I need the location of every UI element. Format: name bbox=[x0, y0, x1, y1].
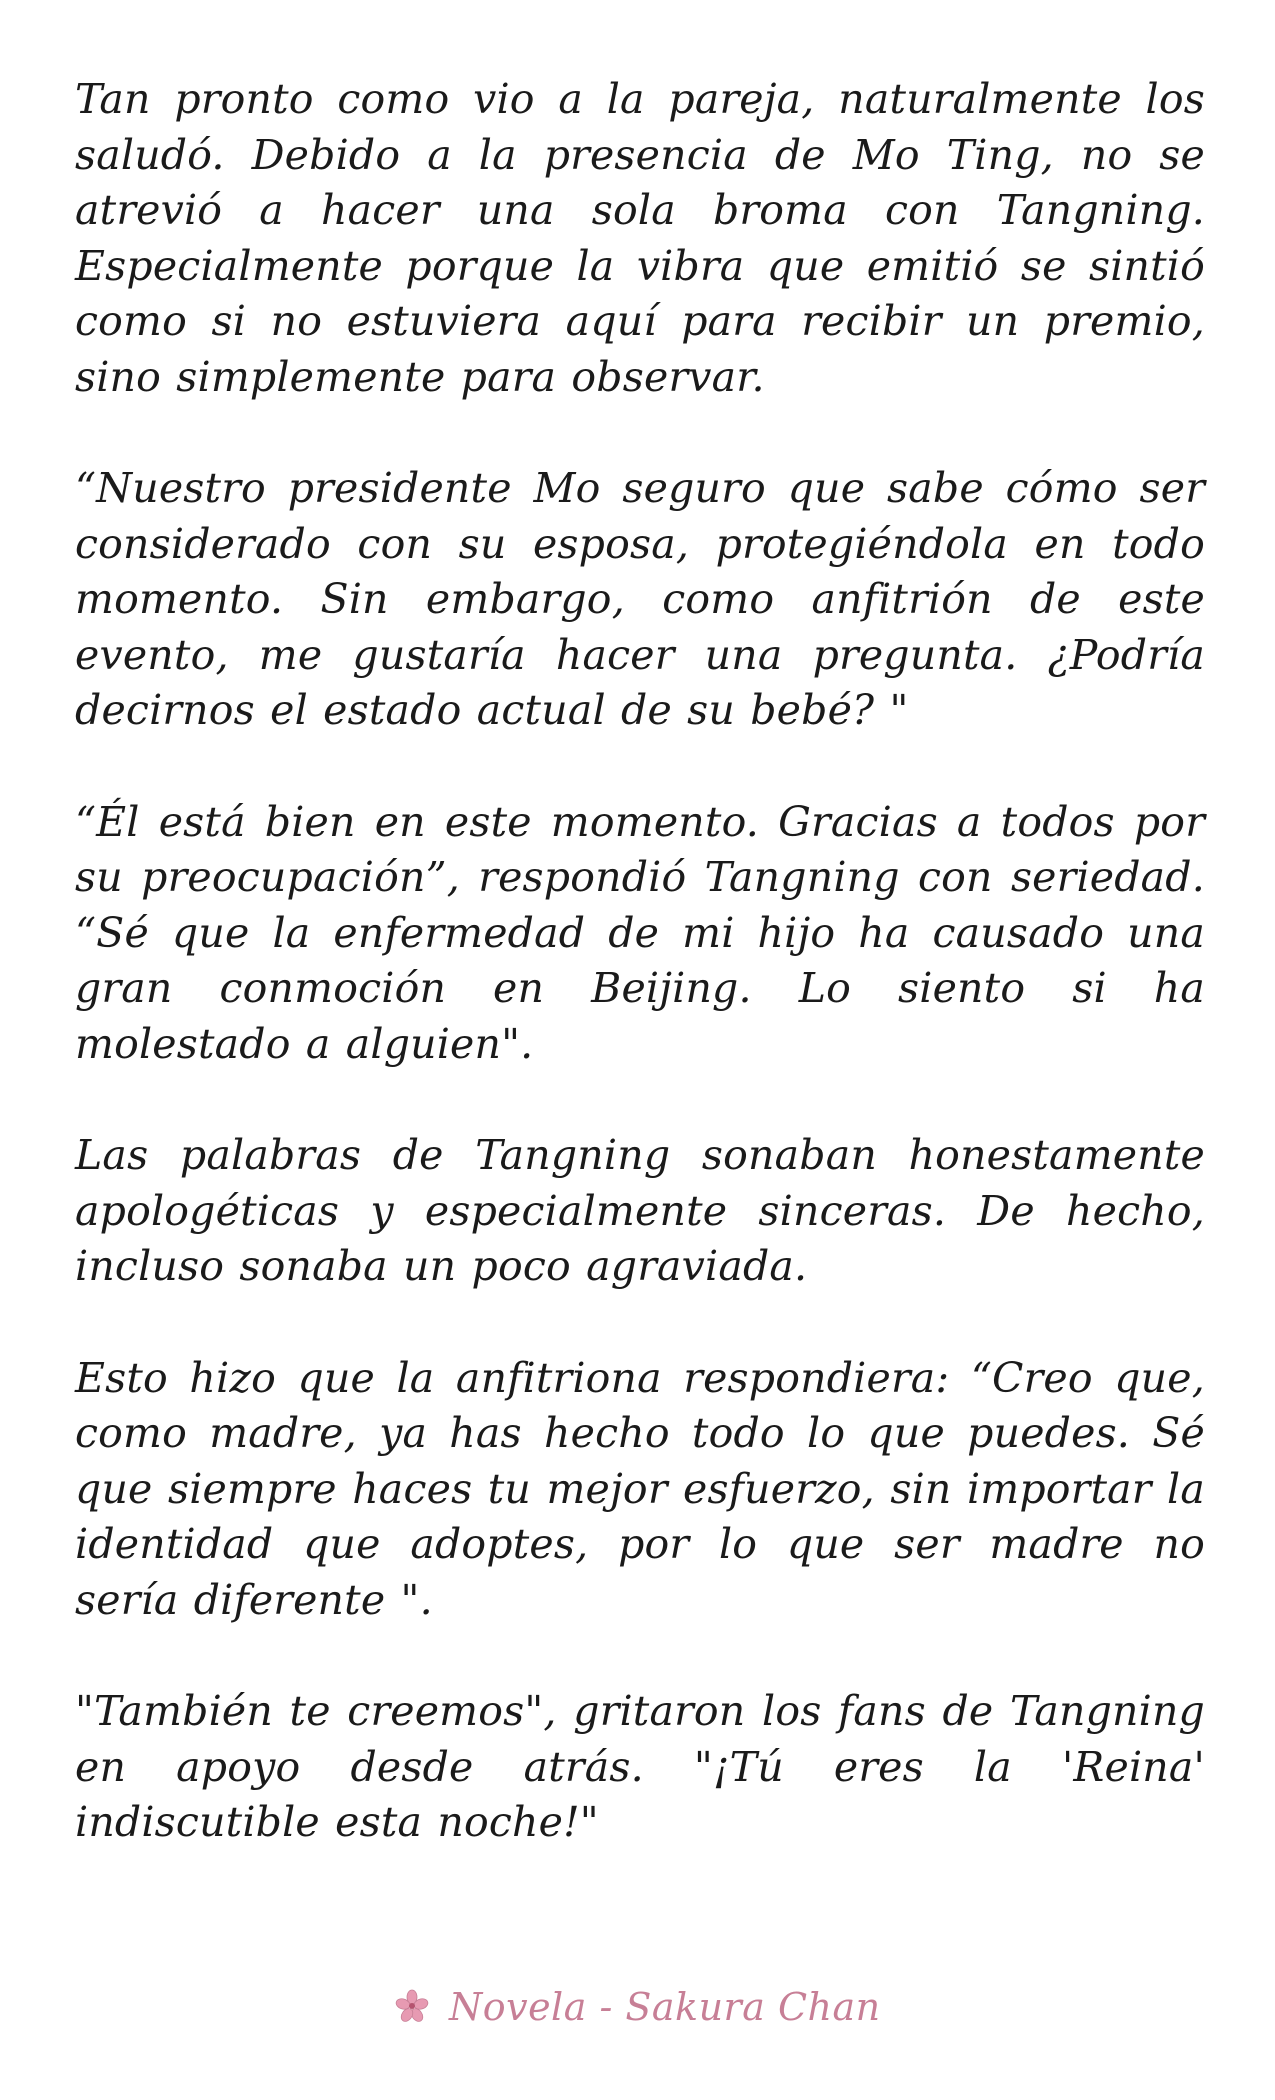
watermark bbox=[0, 1985, 1275, 2029]
paragraph-2: “Nuestro presidente Mo seguro que sabe cómo ser considerado con su esposa, protegiéndola en todo momento. Sin embargo, como anfitrión de este evento, me gustaría hacer una pregunta. ¿Podría decirnos el estado actual de su bebé? " bbox=[75, 464, 1205, 734]
document-body bbox=[75, 72, 1205, 1907]
sakura-flower-icon bbox=[394, 1988, 430, 2024]
paragraph-5: Esto hizo que la anfitriona respondiera: “Creo que, como madre, ya has hecho todo lo que puedes. Sé que siempre haces tu mejor esfuerzo, sin importar la identidad que adoptes, por lo que ser madre no sería diferente ". bbox=[75, 1353, 1205, 1624]
paragraph-1: Tan pronto como vio a la pareja, naturalmente los saludó. Debido a la presencia de Mo Ting, no se atrevió a hacer una sola broma con Tangning. Especialmente porque la vibra que emitió se sintió como si no estuviera aquí para recibir un premio, sino simplemente para observar. bbox=[75, 75, 1205, 401]
watermark-text: Novela - Sakura Chan bbox=[448, 1985, 881, 2029]
paragraph-3: “Él está bien en este momento. Gracias a todos por su preocupación”, respondió Tangning con seriedad. “Sé que la enfermedad de mi hijo ha causado una gran conmoción en Beijing. Lo siento si ha molestado a alguien". bbox=[75, 797, 1205, 1068]
paragraph-6: "También te creemos", gritaron los fans de Tangning en apoyo desde atrás. "¡Tú eres la 'Reina' indiscutible esta noche!" bbox=[75, 1687, 1205, 1846]
paragraph-4: Las palabras de Tangning sonaban honestamente apologéticas y especialmente sinceras. De hecho, incluso sonaba un poco agraviada. bbox=[75, 1131, 1205, 1290]
